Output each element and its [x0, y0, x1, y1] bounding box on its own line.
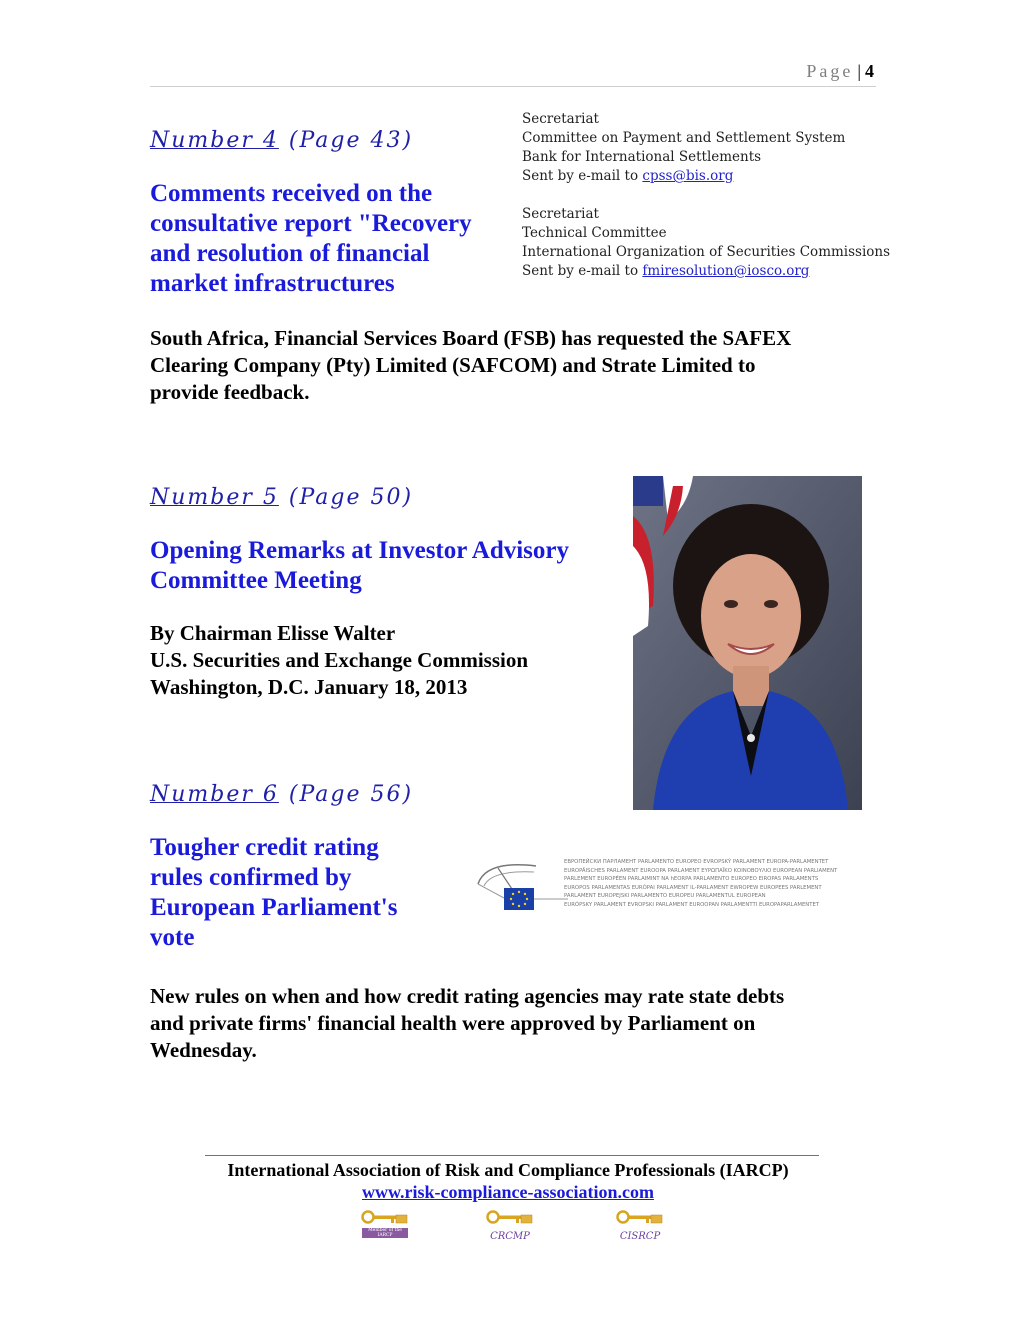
section4-body-line: South Africa, Financial Services Board (FSB) has requested the SAFEX [150, 326, 792, 350]
section5-title-line: Committee Meeting [150, 567, 362, 594]
cpss-email-link[interactable]: cpss@bis.org [642, 168, 734, 184]
secretariat-line: Bank for International Settlements [522, 149, 762, 165]
badge-caption: CISRCP [619, 1231, 661, 1242]
section4-title-line: Comments received on the [150, 180, 433, 207]
section4-title [150, 179, 510, 299]
section6-title-line: vote [150, 924, 195, 951]
section5-label [150, 485, 413, 510]
footer-url [150, 1182, 866, 1203]
key-icon [485, 1210, 535, 1226]
section4-body-line: Clearing Company (Pty) Limited (SAFCOM) and Strate Limited to [150, 353, 756, 377]
european-parliament-logo [476, 856, 868, 916]
eu-logo-text-row: EUROPOS PARLAMENTAS EURÓPAI PARLAMENT IL-PARLAMENT EWROPEW EUROPEES PARLEMENT [564, 884, 822, 891]
badge-caption: CRCMP [490, 1231, 530, 1242]
section6-body-line: and private firms' financial health were approved by Parliament on [150, 1011, 756, 1035]
section4-label-number: Number 4 [150, 128, 279, 153]
secretariat-iosco [522, 205, 890, 281]
section6-label [150, 782, 413, 807]
eu-logo-text-row: PARLAMENT EUROPEJSKI PARLAMENTO EUROPEU PARLAMENTUL EUROPEAN [564, 893, 766, 899]
key-icon [615, 1210, 665, 1226]
section6-body-line: New rules on when and how credit rating agencies may rate state debts [150, 984, 785, 1008]
secretariat-addresses [522, 110, 890, 300]
eu-logo-text-row: EURÓPSKY PARLAMENT EVROPSKI PARLAMENT EUROOPAN PARLAMENTTI EUROPAPARLAMENTET [564, 901, 820, 908]
secretariat-cpss [522, 110, 890, 186]
section4-title-line: and resolution of financial [150, 240, 430, 267]
footer-rule [205, 1155, 819, 1156]
section4-body [150, 325, 870, 406]
badge-caption: Member of the IARCP [362, 1228, 408, 1238]
portrait-photo [633, 476, 862, 810]
section6-title [150, 833, 450, 953]
section4-label-page: (Page 43) [288, 128, 414, 153]
email-prefix: Sent by e-mail to [522, 263, 643, 279]
secretariat-line: Secretariat [522, 206, 599, 222]
section6-label-page: (Page 56) [288, 782, 414, 807]
page-word: Page [806, 61, 854, 81]
crcmp-badge [485, 1210, 535, 1240]
eu-logo-text-row: ЕВРОПЕЙСКИ ПАРЛАМЕНТ PARLAMENTO EUROPEO EVROPSKÝ PARLAMENT EUROPA-PARLAMENTET [564, 859, 829, 865]
section6-title-line: European Parliament's [150, 894, 398, 921]
byline-line: U.S. Securities and Exchange Commission [150, 648, 529, 672]
cisrcp-badge [615, 1210, 665, 1240]
secretariat-line: Secretariat [522, 111, 599, 127]
association-website-link[interactable]: www.risk-compliance-association.com [362, 1182, 654, 1202]
secretariat-line: International Organization of Securities Commissions [522, 244, 891, 260]
byline-line: Washington, D.C. January 18, 2013 [150, 675, 468, 699]
eu-logo-text-row: PARLEMENT EUROPÉEN PARLAIMINT NA hEORPA PARLAMENTO EUROPEO EIROPAS PARLAMENTS [564, 876, 819, 882]
section4-title-line: market infrastructures [150, 270, 395, 297]
eu-logo-languages [564, 858, 868, 909]
page-separator: | [857, 61, 861, 81]
section5-label-page: (Page 50) [288, 485, 414, 510]
section4-title-line: consultative report "Recovery [150, 210, 472, 237]
eu-logo-text-row: EUROPÄISCHES PARLAMENT EUROOPA PARLAMENT ΕΥΡΩΠΑΪΚΟ ΚΟΙΝΟΒΟΥΛΙΟ EUROPEAN PARLIAMENT [564, 867, 838, 874]
secretariat-line: Committee on Payment and Settlement System [522, 130, 846, 146]
iosco-email-link[interactable]: fmiresolution@iosco.org [642, 263, 810, 279]
section4-label [150, 128, 413, 153]
page-number-value: 4 [865, 61, 874, 81]
member-badge [360, 1210, 410, 1240]
footer-organization: International Association of Risk and Compliance Professionals (IARCP) [227, 1160, 789, 1180]
section5-title [150, 536, 610, 596]
email-prefix: Sent by e-mail to [522, 168, 643, 184]
section5-title-line: Opening Remarks at Investor Advisory [150, 537, 570, 564]
section4-body-line: provide feedback. [150, 380, 310, 404]
header-rule [150, 86, 876, 87]
section6-label-number: Number 6 [150, 782, 279, 807]
section5-byline [150, 620, 610, 701]
section6-body-line: Wednesday. [150, 1038, 257, 1062]
secretariat-line: Technical Committee [522, 225, 667, 241]
section6-title-line: rules confirmed by [150, 864, 352, 891]
section6-title-line: Tougher credit rating [150, 834, 379, 861]
section6-body [150, 983, 870, 1064]
key-icon [360, 1210, 410, 1226]
section5-label-number: Number 5 [150, 485, 279, 510]
byline-line: By Chairman Elisse Walter [150, 621, 396, 645]
page-number [806, 61, 874, 82]
